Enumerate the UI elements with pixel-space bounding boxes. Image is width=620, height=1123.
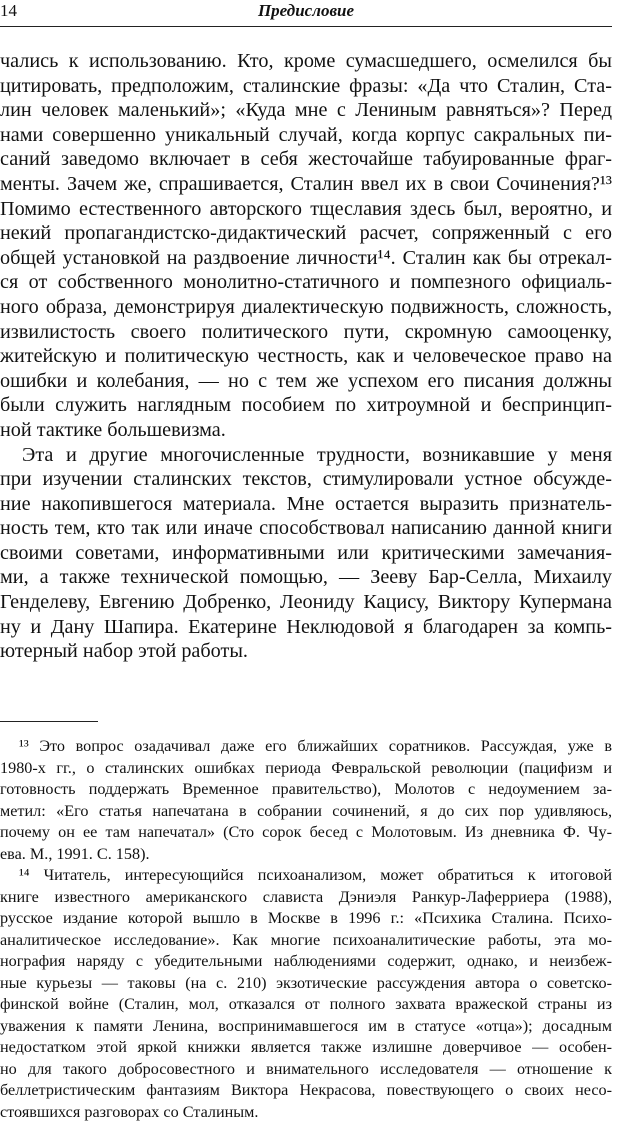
text-line: лин человек маленький»; «Куда мне с Лениным равняться»? Перед bbox=[0, 98, 612, 123]
footnote-line: русское издание которой вышло в Москве в 1996 г.: «Психика Сталина. Психо- bbox=[0, 908, 612, 930]
text-line: Генделеву, Евгению Добренко, Леониду Кацису, Виктору Купермана bbox=[0, 590, 612, 615]
text-line: Помимо естественного авторского тщеславия здесь был, вероятно, и bbox=[0, 197, 612, 222]
footnote-line: ¹³ Это вопрос озадачивал даже его ближайших соратников. Рассуждая, уже в bbox=[0, 736, 612, 758]
footnote-line: уважения к памяти Ленина, воспринимавшегося им в статусе «отца»); досадным bbox=[0, 1016, 612, 1038]
footnotes bbox=[0, 736, 612, 1123]
text-line: ние накопившегося материала. Мне остается выразить признатель- bbox=[0, 492, 612, 517]
footnote-line: ные курьезы — таковы (на с. 210) экзотические рассуждения автора о советско- bbox=[0, 973, 612, 995]
text-line: ошибки и колебания, — но с тем же успехом его писания должны bbox=[0, 369, 612, 394]
text-line: Эта и другие многочисленные трудности, возникавшие у меня bbox=[0, 443, 612, 468]
text-line: нами совершенно уникальный случай, когда корпус сакральных пи- bbox=[0, 123, 612, 148]
text-line: ность тем, кто так или иначе способствовал написанию данной книги bbox=[0, 516, 612, 541]
footnote-line: но для такого добросовестного и внимательного исследователя — отношение к bbox=[0, 1059, 612, 1081]
text-line: были служить наглядным пособием по хитроумной и беспринцип- bbox=[0, 393, 612, 418]
text-line: ной тактике большевизма. bbox=[0, 418, 612, 443]
footnote-line: метил: «Его статья напечатана в собрании сочинений, я до сих пор удивляюсь, bbox=[0, 801, 612, 823]
text-line: ютерный набор этой работы. bbox=[0, 639, 612, 664]
running-title: Предисловие bbox=[0, 1, 612, 21]
text-line: некий пропагандистско-дидактический расчет, сопряженный с его bbox=[0, 221, 612, 246]
running-head bbox=[0, 0, 612, 27]
footnote-separator bbox=[0, 721, 98, 722]
footnote-line: почему он ее там напечатал» (Сто сорок бесед с Молотовым. Из дневника Ф. Чу- bbox=[0, 822, 612, 844]
footnote-line: нография наряду с убедительными наблюдениями содержит, однако, и неизбеж- bbox=[0, 951, 612, 973]
text-line: ся от собственного монолитно-статичного и помпезного официаль- bbox=[0, 270, 612, 295]
footnote-line: книге известного американского слависта Дэниэля Ранкур-Лаферриера (1988), bbox=[0, 887, 612, 909]
text-line: при изучении сталинских текстов, стимулировали устное обсужде- bbox=[0, 467, 612, 492]
footnote-line: стоявшихся разговорах со Сталиным. bbox=[0, 1102, 612, 1123]
text-line: ного образа, демонстрируя диалектическую подвижность, сложность, bbox=[0, 295, 612, 320]
footnote-line: финской войне (Сталин, мол, отказался от полного захвата вражеской страны из bbox=[0, 994, 612, 1016]
page-number: 14 bbox=[0, 1, 17, 21]
footnote-line: недостатком этой яркой книжки является также излишне доверчивое — особен- bbox=[0, 1037, 612, 1059]
text-line: цитировать, предположим, сталинские фразы: «Да что Сталин, Ста- bbox=[0, 74, 612, 99]
text-line: саний заведомо включает в себя жесточайше табуированные фраг- bbox=[0, 147, 612, 172]
main-text bbox=[0, 49, 612, 664]
text-line: менты. Зачем же, спрашивается, Сталин ввел их в свои Сочинения?¹³ bbox=[0, 172, 612, 197]
text-line: общей установкой на раздвоение личности¹⁴. Сталин как бы отрекал- bbox=[0, 246, 612, 271]
footnote-line: ева. М., 1991. С. 158). bbox=[0, 844, 612, 866]
text-line: чались к использованию. Кто, кроме сумасшедшего, осмелился бы bbox=[0, 49, 612, 74]
text-line: житейскую и политическую честность, как и человеческое право на bbox=[0, 344, 612, 369]
footnote-line: беллетристическим фантазиям Виктора Некрасова, повествующего о своих несо- bbox=[0, 1080, 612, 1102]
text-line: ми, а также технической помощью, — Зееву Бар-Селла, Михаилу bbox=[0, 565, 612, 590]
text-line: ну и Дану Шапира. Екатерине Неклюдовой я благодарен за компь- bbox=[0, 615, 612, 640]
text-line: своими советами, информативными или критическими замечания- bbox=[0, 541, 612, 566]
footnote-line: ¹⁴ Читатель, интересующийся психоанализом, может обратиться к итоговой bbox=[0, 865, 612, 887]
footnote-line: готовность поддержать Временное правительство), Молотов с недоумением за- bbox=[0, 779, 612, 801]
text-line: извилистость своего политического пути, скромную самооценку, bbox=[0, 320, 612, 345]
footnote-line: 1980-х гг., о сталинских ошибках периода Февральской революции (пацифизм и bbox=[0, 758, 612, 780]
footnote-line: аналитическое исследование». Как многие психоаналитические работы, эта мо- bbox=[0, 930, 612, 952]
